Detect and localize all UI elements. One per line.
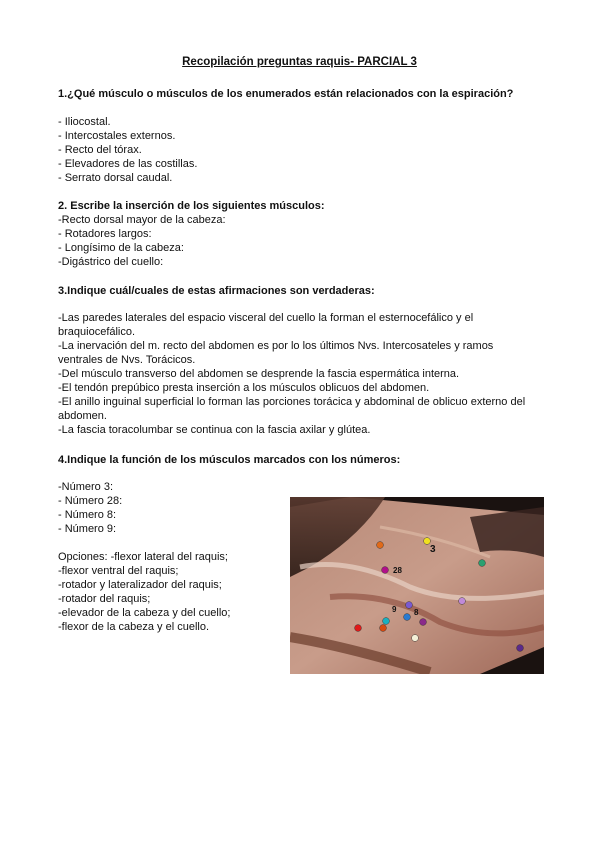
photo-label: 3 [430, 544, 436, 555]
question-2: 2. Escribe la inserción de los siguientes músculos: [58, 200, 325, 212]
photo-marker [517, 645, 524, 652]
photo-marker [479, 560, 486, 567]
page-title: Recopilación preguntas raquis- PARCIAL 3 [182, 56, 417, 68]
anatomy-photo-drawing [290, 497, 544, 674]
photo-marker [424, 538, 431, 545]
photo-label: 28 [393, 566, 402, 575]
q3-statement: -Del músculo transverso del abdomen se desprende la fascia espermática interna. [58, 368, 460, 380]
photo-label: 9 [392, 605, 397, 614]
photo-marker [382, 567, 389, 574]
q4-number: - Número 9: [58, 523, 117, 535]
photo-marker [420, 619, 427, 626]
q4-number: - Número 28: [58, 495, 123, 507]
q1-option: - Serrato dorsal caudal. [58, 172, 173, 184]
photo-marker [412, 635, 419, 642]
q4-option: -rotador del raquis; [58, 593, 151, 605]
q2-item: - Rotadores largos: [58, 228, 152, 240]
question-3: 3.Indique cuál/cuales de estas afirmaciones son verdaderas: [58, 285, 375, 297]
q3-statement: -El anillo inguinal superficial lo forman las porciones torácica y abdominal de oblicuo externo del abdomen. [58, 396, 526, 422]
photo-marker [459, 598, 466, 605]
q4-options-label: Opciones: -flexor lateral del raquis; [58, 551, 228, 563]
q1-option: - Elevadores de las costillas. [58, 158, 198, 170]
q4-number: -Número 3: [58, 481, 114, 493]
photo-label: 8 [414, 608, 419, 617]
question-4: 4.Indique la función de los músculos marcados con los números: [58, 454, 401, 466]
q3-statement: -La inervación del m. recto del abdomen es por lo los últimos Nvs. Intercosateles y ramos ventrales de Nvs. Torácicos. [58, 340, 494, 366]
photo-marker [404, 614, 411, 621]
photo-marker [406, 602, 413, 609]
q4-option: -flexor ventral del raquis; [58, 565, 179, 577]
q1-option: - Intercostales externos. [58, 130, 176, 142]
q4-number: - Número 8: [58, 509, 117, 521]
q3-statement: -Las paredes laterales del espacio visceral del cuello la forman el esternocefálico y el braquiocefálico. [58, 312, 474, 338]
photo-marker [355, 625, 362, 632]
q2-item: -Recto dorsal mayor de la cabeza: [58, 214, 226, 226]
q1-option: - Recto del tórax. [58, 144, 142, 156]
anatomy-photo [290, 497, 544, 674]
q4-option: -elevador de la cabeza y del cuello; [58, 607, 231, 619]
photo-marker [377, 542, 384, 549]
q3-statement: -El tendón prepúbico presta inserción a los músculos oblicuos del abdomen. [58, 382, 430, 394]
q3-statement: -La fascia toracolumbar se continua con la fascia axilar y glútea. [58, 424, 371, 436]
q4-option: -flexor de la cabeza y el cuello. [58, 621, 210, 633]
photo-marker [380, 625, 387, 632]
photo-marker [383, 618, 390, 625]
q1-option: - Iliocostal. [58, 116, 111, 128]
question-1: 1.¿Qué músculo o músculos de los enumerados están relacionados con la espiración? [58, 88, 514, 100]
q2-item: - Longísimo de la cabeza: [58, 242, 184, 254]
q2-item: -Digástrico del cuello: [58, 256, 164, 268]
q4-option: -rotador y lateralizador del raquis; [58, 579, 222, 591]
